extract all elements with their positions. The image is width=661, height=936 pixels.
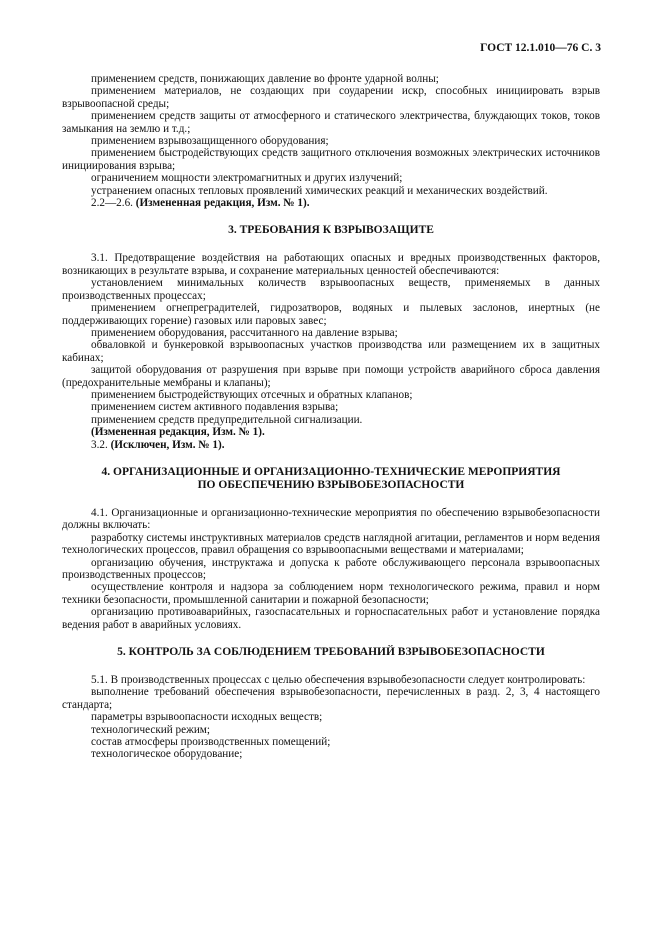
- clause-number: 3.2.: [91, 438, 108, 451]
- section-4-title: [62, 466, 600, 492]
- paragraph: установлением минимальных количеств взрывоопасных веществ, применяемых в данных производственных процессах;: [62, 277, 600, 302]
- section-5-title: 5. КОНТРОЛЬ ЗА СОБЛЮДЕНИЕМ ТРЕБОВАНИЙ ВЗРЫВОБЕЗОПАСНОСТИ: [117, 646, 545, 659]
- paragraph: применением материалов, не создающих при соударении искр, способных инициировать взрыв взрывоопасной среды;: [62, 85, 600, 110]
- paragraph: защитой оборудования от разрушения при взрыве при помощи устройств аварийного сброса давления (предохранительные мембраны и клапаны);: [62, 364, 600, 389]
- document-body: [62, 73, 600, 761]
- paragraph: разработку системы инструктивных материалов средств наглядной агитации, регламентов и норм ведения технологических процессов, правил обращения со взрывоопасными веществами и материалами;: [62, 531, 600, 557]
- paragraph: обваловкой и бункеровкой взрывоопасных участков производства или размещением их в защитных кабинах;: [62, 339, 600, 364]
- paragraph: применением средств, понижающих давление во фронте ударной волны;: [91, 73, 439, 85]
- paragraph: выполнение требований обеспечения взрывобезопасности, перечисленных в разд. 2, 3, 4 настоящего стандарта;: [62, 686, 600, 711]
- paragraph: применением огнепреградителей, гидрозатворов, водяных и пылевых заслонов, инертных (не поддерживающих горение) газовых или паровых завес;: [62, 302, 600, 327]
- paragraph: технологический режим;: [91, 723, 210, 736]
- page-header: ГОСТ 12.1.010—76 С. 3: [480, 42, 601, 54]
- amendment-text: (Измененная редакция, Изм. № 1).: [135, 197, 310, 210]
- paragraph: 4.1. Организационные и организационно-технические мероприятия по обеспечению взрывобезопасности должны включать:: [62, 506, 600, 532]
- section-4-title-line1: 4. ОРГАНИЗАЦИОННЫЕ И ОРГАНИЗАЦИОННО-ТЕХНИЧЕСКИЕ МЕРОПРИЯТИЯ: [101, 465, 561, 478]
- paragraph: организацию противоаварийных, газоспасательных и горноспасательных работ и установление порядка ведения работ в аварийных условиях.: [62, 606, 600, 631]
- paragraph: осуществление контроля и надзора за соблюдением норм технологического режима, правил и норм техники безопасности, промышленной санитарии и пожарной безопасности;: [62, 581, 600, 606]
- section-2-tail: [62, 73, 600, 209]
- paragraph: применением оборудования, рассчитанного на давление взрыва;: [91, 326, 398, 339]
- section-3: [62, 252, 600, 451]
- amendment-note: [62, 197, 600, 209]
- amendment-note: [62, 439, 600, 451]
- amendment-text: (Исключен, Изм. № 1).: [110, 438, 225, 451]
- paragraph: устранением опасных тепловых проявлений химических реакций и механических воздействий.: [91, 184, 548, 197]
- paragraph: ограничением мощности электромагнитных и других излучений;: [91, 172, 403, 185]
- paragraph: 3.1. Предотвращение воздействия на работающих опасных и вредных производственных факторов, возникающих в результате взрыва, и сохранение материальных ценностей обеспечиваются:: [62, 252, 600, 277]
- section-3-title: 3. ТРЕБОВАНИЯ К ВЗРЫВОЗАЩИТЕ: [228, 224, 434, 237]
- section-4: [62, 507, 600, 631]
- paragraph: применением взрывозащищенного оборудования;: [91, 135, 329, 148]
- paragraph: применением быстродействующих отсечных и обратных клапанов;: [91, 388, 413, 401]
- paragraph: 5.1. В производственных процессах с целью обеспечения взрывобезопасности следует контролировать:: [91, 674, 586, 687]
- paragraph: организацию обучения, инструктажа и допуска к работе обслуживающего персонала взрывоопасных производственных процессов;: [62, 556, 600, 581]
- clause-number: 2.2—2.6.: [91, 197, 133, 210]
- paragraph: применением быстродействующих средств защитного отключения возможных электрических источников инициирования взрыва;: [62, 147, 600, 172]
- paragraph: состав атмосферы производственных помещений;: [91, 736, 331, 749]
- paragraph: применением систем активного подавления взрыва;: [91, 401, 339, 414]
- paragraph: технологическое оборудование;: [91, 748, 243, 761]
- amendment-note: (Измененная редакция, Изм. № 1).: [91, 426, 265, 439]
- paragraph: применением средств предупредительной сигнализации.: [91, 413, 363, 426]
- section-4-title-line2: ПО ОБЕСПЕЧЕНИЮ ВЗРЫВОБЕЗОПАСНОСТИ: [197, 478, 465, 491]
- paragraph: применением средств защиты от атмосферного и статического электричества, блуждающих токов, токов замыкания на землю и т.д.;: [62, 110, 600, 135]
- section-5: [62, 674, 600, 761]
- paragraph: параметры взрывоопасности исходных веществ;: [91, 711, 323, 724]
